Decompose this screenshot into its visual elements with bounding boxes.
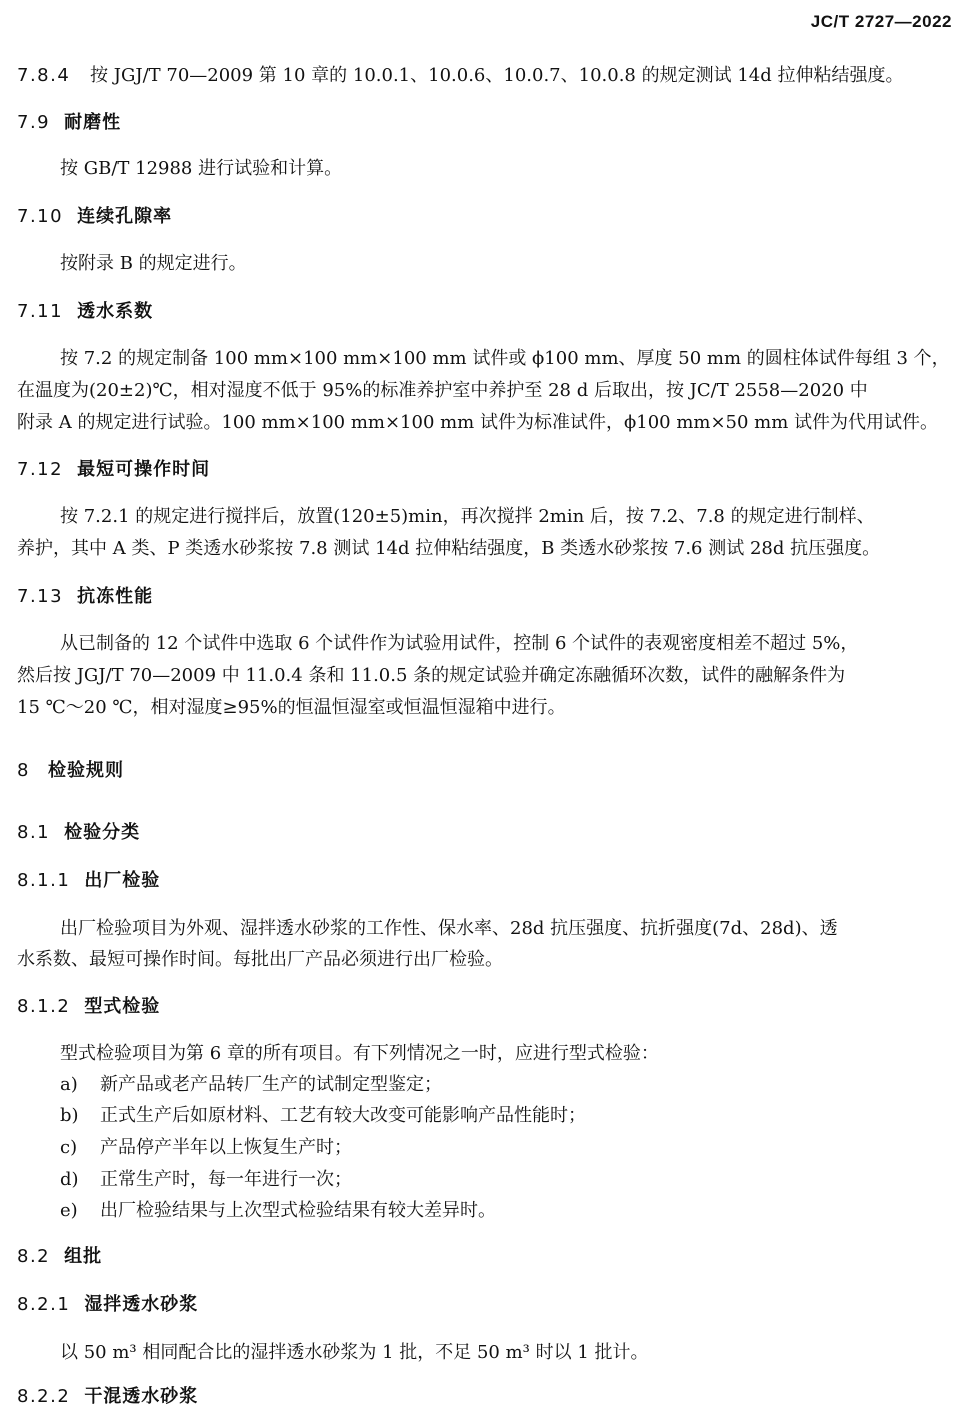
heading-number: 8.1.2: [17, 996, 71, 1017]
list-item: [0, 1105, 966, 1127]
list-label: e): [60, 1200, 78, 1221]
paragraph-line: 从已制备的 12 个试件中选取 6 个试件作为试验用试件，控制 6 个试件的表观密度相差不超过 5%，: [60, 633, 859, 654]
heading-7-11: [0, 301, 966, 323]
heading-7-12: [0, 459, 966, 481]
list-text: 产品停产半年以上恢复生产时；: [100, 1137, 352, 1158]
heading-number: 8.2.2: [17, 1386, 71, 1407]
heading-number: 7.12: [17, 459, 64, 480]
heading-8-1-1: [0, 870, 966, 892]
heading-number: 8.1: [17, 822, 51, 843]
list-item: [0, 1169, 966, 1191]
list-text: 正式生产后如原材料、工艺有较大改变可能影响产品性能时；: [100, 1105, 586, 1126]
paragraph-line: 养护，其中 A 类、P 类透水砂浆按 7.8 测试 14d 拉伸粘结强度，B 类透水砂浆按 7.6 测试 28d 抗压强度。: [17, 538, 881, 559]
heading-number: 7.13: [17, 586, 64, 607]
list-text: 正常生产时，每一年进行一次；: [100, 1169, 352, 1190]
paragraph-line: 在温度为(20±2)℃，相对湿度不低于 95%的标准养护室中养护至 28 d 后取出，按 JC/T 2558—2020 中: [17, 380, 868, 401]
list-text: 新产品或老产品转厂生产的试制定型鉴定；: [100, 1074, 442, 1095]
heading-8-1-2: [0, 996, 966, 1018]
heading-title: 抗冻性能: [77, 586, 154, 607]
paragraph-line: 附录 A 的规定进行试验。100 mm×100 mm×100 mm 试件为标准试件，ϕ100 mm×50 mm 试件为代用试件。: [17, 412, 939, 433]
paragraph-7-9: 按 GB/T 12988 进行试验和计算。: [60, 158, 343, 179]
paragraph-line: 15 ℃～20 ℃，相对湿度≥95%的恒温恒湿室或恒温恒湿箱中进行。: [17, 697, 566, 718]
paragraph-line: 然后按 JGJ/T 70—2009 中 11.0.4 条和 11.0.5 条的规定试验并确定冻融循环次数，试件的融解条件为: [17, 665, 846, 686]
heading-title: 透水系数: [77, 301, 154, 322]
heading-title: 最短可操作时间: [77, 459, 211, 480]
heading-number: 8.1.1: [17, 870, 71, 891]
heading-number: 8: [17, 760, 30, 781]
list-item: [0, 1074, 966, 1096]
heading-title: 连续孔隙率: [77, 206, 173, 227]
paragraph-line: 水系数、最短可操作时间。每批出厂产品必须进行出厂检验。: [17, 949, 503, 970]
paragraph-line: 按 7.2.1 的规定进行搅拌后，放置(120±5)min，再次搅拌 2min 后，按 7.2、7.8 的规定进行制样、: [60, 506, 875, 527]
heading-number: 7.10: [17, 206, 64, 227]
heading-title: 检验规则: [47, 760, 124, 781]
clause-7-8-4: [0, 65, 966, 87]
heading-7-9: [0, 112, 966, 134]
heading-8-2: [0, 1246, 966, 1268]
paragraph-7-10: 按附录 B 的规定进行。: [60, 253, 247, 274]
list-label: c): [60, 1137, 78, 1158]
heading-title: 干混透水砂浆: [84, 1386, 199, 1407]
heading-8-2-2: [0, 1386, 966, 1408]
clause-number: 7.8.4: [17, 65, 71, 86]
heading-number: 8.2.1: [17, 1294, 71, 1315]
heading-8-2-1: [0, 1294, 966, 1316]
clause-text: 按 JGJ/T 70—2009 第 10 章的 10.0.1、10.0.6、10.0.7、10.0.8 的规定测试 14d 拉伸粘结强度。: [90, 65, 904, 86]
paragraph-line: 按 7.2 的规定制备 100 mm×100 mm×100 mm 试件或 ϕ100 mm、厚度 50 mm 的圆柱体试件每组 3 个，: [60, 348, 950, 369]
heading-title: 耐磨性: [64, 112, 122, 133]
heading-7-10: [0, 206, 966, 228]
heading-number: 8.2: [17, 1246, 51, 1267]
heading-title: 型式检验: [84, 996, 161, 1017]
paragraph-line: 出厂检验项目为外观、湿拌透水砂浆的工作性、保水率、28d 抗压强度、抗折强度(7d、28d)、透: [60, 918, 838, 939]
heading-8-1: [0, 822, 966, 844]
standard-code-header: JC/T 2727—2022: [810, 12, 952, 31]
heading-8: [0, 760, 966, 782]
heading-title: 出厂检验: [84, 870, 161, 891]
list-label: d): [60, 1169, 79, 1190]
list-label: b): [60, 1105, 79, 1126]
heading-7-13: [0, 586, 966, 608]
heading-title: 湿拌透水砂浆: [84, 1294, 199, 1315]
list-item: [0, 1200, 966, 1222]
list-label: a): [60, 1074, 78, 1095]
heading-number: 7.9: [17, 112, 51, 133]
list-item: [0, 1137, 966, 1159]
paragraph-8-2-1: 以 50 m³ 相同配合比的湿拌透水砂浆为 1 批，不足 50 m³ 时以 1 批计。: [60, 1342, 649, 1363]
paragraph-intro: 型式检验项目为第 6 章的所有项目。有下列情况之一时，应进行型式检验：: [60, 1043, 659, 1064]
heading-number: 7.11: [17, 301, 64, 322]
heading-title: 组批: [64, 1246, 103, 1267]
list-text: 出厂检验结果与上次型式检验结果有较大差异时。: [100, 1200, 496, 1221]
heading-title: 检验分类: [64, 822, 141, 843]
